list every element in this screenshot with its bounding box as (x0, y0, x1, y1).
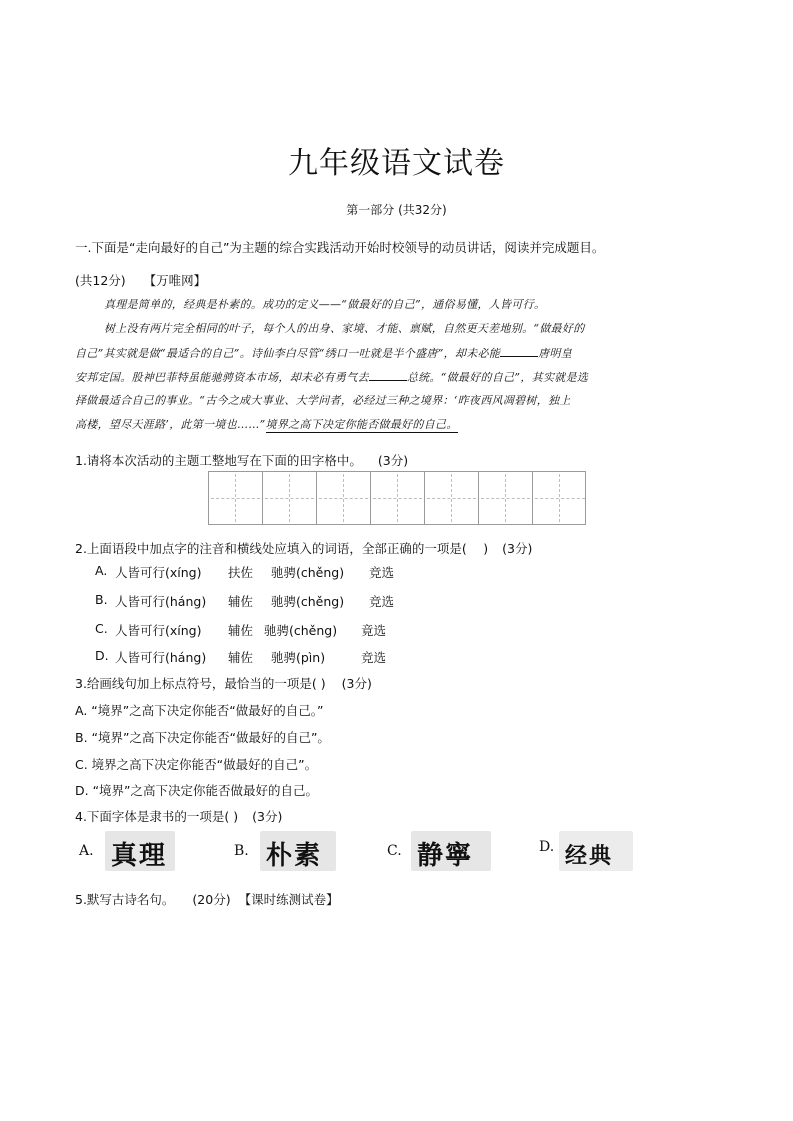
section1-points: (共12分) (75, 273, 126, 288)
question-2-text: 2.上面语段中加点字的注音和横线处应填入的词语，全部正确的一项是( ) (75, 541, 489, 556)
option-label: A. (79, 843, 94, 859)
option-part: 人皆可行(háng) (115, 650, 207, 665)
page-title: 九年级语文试卷 (288, 146, 505, 181)
option-part: 人皆可行(háng) (115, 594, 207, 609)
question-5-source: 【课时练测试卷】 (238, 892, 339, 907)
q4-option-c[interactable] (383, 827, 503, 875)
question-5-points: (20分) (192, 892, 231, 907)
section1-heading: 一.下面是“走向最好的自己”为主题的综合实践活动开始时校领导的动员讲话，阅读并完成题目。 (75, 240, 605, 255)
grid-cell[interactable] (263, 472, 317, 524)
option-part: 辅佐 (228, 623, 254, 638)
q3-option-b[interactable]: B. “境界”之高下决定你能否“做最好的自己”。 (75, 730, 330, 745)
passage-line-5: 择做最适合自己的事业。“古今之成大事业、大学问者，必经过三种之境界：‘昨夜西风凋碧树，独上 (75, 394, 571, 407)
q2-option-c[interactable] (95, 621, 455, 639)
q3-option-d[interactable]: D. “境界”之高下决定你能否做最好的自己。 (75, 783, 319, 798)
q4-option-b[interactable] (230, 827, 350, 875)
grid-cell[interactable] (533, 472, 587, 524)
option-part: 竟选 (361, 623, 387, 638)
question-4-text: 4.下面字体是隶书的一项是( ) (75, 809, 239, 824)
grid-cell[interactable] (425, 472, 479, 524)
question-5-text: 5.默写古诗名句。 (75, 892, 175, 907)
calligraphy-chars: 静寧 (417, 841, 474, 871)
section1-source: 【万唯网】 (143, 273, 207, 288)
q4-option-a[interactable] (75, 827, 195, 875)
passage-line-4 (75, 369, 588, 385)
question-3-text: 3.给画线句加上标点符号，最恰当的一项是( ) (75, 676, 326, 691)
option-label: C. (387, 843, 402, 859)
option-label: C. (95, 621, 108, 636)
question-2-points: (3分) (502, 541, 533, 556)
option-part: 人皆可行(xíng) (115, 623, 202, 638)
q3-option-a[interactable]: A. “境界”之高下决定你能否“做最好的自己。” (75, 703, 324, 718)
passage-line-6 (75, 416, 458, 432)
passage-line-4b: 总统。“做最好的自己”，其实就是选 (406, 371, 589, 384)
passage-line-3b: 唐明皇 (538, 347, 573, 360)
question-3-points: (3分) (341, 676, 372, 691)
question-2 (75, 539, 532, 557)
option-label: D. (95, 648, 109, 663)
option-part: 辅佐 (228, 594, 254, 609)
calligraphy-chars: 经典 (565, 843, 614, 869)
option-part: 辅佐 (228, 650, 254, 665)
q2-option-a[interactable] (95, 563, 455, 581)
q3-option-c[interactable]: C. 境界之高下决定你能否“做最好的自己”。 (75, 757, 318, 772)
question-1-points: (3分) (377, 453, 409, 468)
blank-1 (500, 345, 538, 357)
part-heading: 第一部分 (共32分) (346, 203, 447, 217)
passage-line-4a: 安邦定国。股神巴菲特虽能驰骋资本市场，却未必有勇气去 (75, 371, 369, 384)
option-label: B. (95, 592, 108, 607)
grid-cell[interactable] (371, 472, 425, 524)
grid-cell[interactable] (479, 472, 533, 524)
option-part: 驰骋(chěng) (264, 623, 338, 638)
question-4 (75, 807, 282, 825)
option-part: 竞选 (369, 594, 395, 609)
option-label: D. (539, 839, 555, 855)
question-4-points: (3分) (252, 809, 283, 824)
calligraphy-chars: 真理 (111, 841, 168, 871)
option-part: 人皆可行(xíng) (115, 565, 202, 580)
passage-line-2: 树上没有两片完全相同的叶子，每个人的出身、家境、才能、禀赋，自然更天差地别。“做最好的 (104, 322, 585, 335)
grid-cell[interactable] (317, 472, 371, 524)
passage-line-1: 真理是简单的，经典是朴素的。成功的定义——“做最好的自己”，通俗易懂，人皆可行。 (104, 298, 546, 311)
q2-option-b[interactable] (95, 592, 455, 610)
section1-points-line (75, 271, 206, 289)
underlined-sentence: 境界之高下决定你能否做最好的自己。 (265, 418, 458, 431)
grid-cell[interactable] (209, 472, 263, 524)
question-5 (75, 890, 339, 908)
calligraphy-chars: 朴素 (266, 841, 323, 871)
option-part: 竞选 (361, 650, 387, 665)
q2-option-d[interactable] (95, 648, 455, 666)
passage-line-3a: 自己”其实就是做“最适合的自己”。诗仙李白尽管“绣口一吐就是半个盛唐”，却未必能 (75, 347, 501, 360)
option-part: 驰骋(pìn) (271, 650, 326, 665)
question-3 (75, 674, 372, 692)
passage-line-3 (75, 345, 572, 361)
option-part: 驰骋(chěng) (271, 594, 345, 609)
passage-line-6a: 高楼，望尽天涯路’，此第一境也……” (75, 418, 266, 431)
option-label: B. (234, 843, 249, 859)
q4-option-d[interactable] (535, 827, 655, 875)
question-1-text: 1.请将本次活动的主题工整地写在下面的田字格中。 (75, 453, 362, 468)
option-part: 扶佐 (228, 565, 254, 580)
question-1 (75, 451, 408, 469)
blank-2 (369, 369, 407, 381)
option-part: 竞选 (369, 565, 395, 580)
option-part: 驰骋(chěng) (271, 565, 345, 580)
tianzige-grid[interactable] (208, 471, 586, 525)
option-label: A. (95, 563, 108, 578)
